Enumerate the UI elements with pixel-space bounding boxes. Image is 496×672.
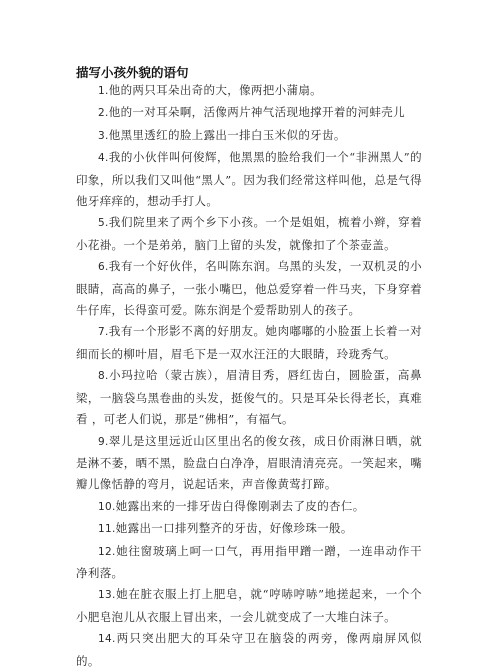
item-text: 他的一对耳朵啊，活像两片神气活现地撑开着的河蚌壳儿 — [108, 105, 405, 120]
item-text: 她在脏衣服上打上肥皂，就“哼哧哼哧”地搓起来，一个个小肥皂泡儿从衣服上冒出来，一会儿就变成了一大堆白沫子。 — [76, 587, 422, 624]
item-text: 她露出一口排列整齐的牙齿，好像珍珠一般。 — [115, 521, 353, 536]
item-text: 我的小伙伴叫何俊辉，他黑黑的脸给我们一个“非洲黑人”的印象，所以我们又叫他“黑人”。因为我们经常这样叫他，总是气得他牙痒痒的，想动手打人。 — [76, 150, 422, 209]
item-number: 14. — [98, 633, 116, 646]
list-item — [76, 147, 422, 212]
document-title: 描写小孩外貌的语句 — [76, 65, 189, 80]
item-number: 1. — [98, 85, 109, 97]
item-text: 她往窗玻璃上呵一口气，再用指甲蹭一蹭，一连串动作干净利落。 — [76, 543, 422, 580]
item-text: 两只突出肥大的耳朵守卫在脑袋的两旁，像两扇屏风似的。 — [76, 631, 422, 668]
item-number: 13. — [98, 589, 116, 602]
list-item — [76, 80, 422, 102]
list-item — [76, 628, 422, 672]
item-number: 3. — [98, 129, 109, 142]
item-text: 翠儿是这里远近山区里出名的俊女孩，成日价雨淋日晒，就是淋不萎，晒不黑，脸盘白白净净，眉眼清清亮亮。一笑起来，嘴瓣儿像恬静的弯月，说起话来，声音像黄莺打蹄。 — [76, 433, 422, 492]
list-item — [76, 125, 422, 147]
item-number: 2. — [98, 107, 109, 120]
list-item — [76, 102, 422, 124]
list-item — [76, 365, 422, 430]
item-number: 4. — [98, 152, 109, 165]
list-item — [76, 212, 422, 256]
list-item — [76, 541, 422, 585]
item-number: 7. — [98, 326, 109, 339]
item-number: 5. — [98, 217, 109, 230]
item-text: 小玛拉哈（蒙古族），眉清目秀，唇红齿白，圆脸蛋，高鼻梁，一脑袋乌黑卷曲的头发，挺俊气的。只是耳朵长得老长，真难看 ，可老人们说，那是“佛相”，有福气。 — [76, 368, 422, 427]
list-item — [76, 431, 422, 496]
item-number: 6. — [98, 261, 109, 274]
item-text: 我有一个好伙伴，名叫陈东润。乌黑的头发，一双机灵的小眼睛，高高的鼻子，一张小嘴巴，他总爱穿着一件马夹，下身穿着牛仔库，长得蛮可爱。陈东润是个爱帮助别人的孩子。 — [76, 259, 422, 318]
item-number: 11. — [98, 523, 116, 536]
item-text: 她露出来的一排牙齿白得像刚剥去了皮的杏仁。 — [115, 498, 365, 513]
list-item — [76, 256, 422, 321]
item-text: 他的两只耳朵出奇的大，像两把小蒲扇。 — [108, 83, 323, 97]
item-text: 他黑里透红的脸上露出一排白玉米似的牙齿。 — [108, 127, 346, 142]
sentence-list — [76, 80, 422, 672]
item-number: 12. — [98, 545, 116, 558]
item-number: 8. — [98, 370, 109, 383]
list-item — [76, 518, 422, 540]
list-item — [76, 496, 422, 518]
item-number: 10. — [98, 500, 116, 513]
item-number: 9. — [98, 435, 109, 448]
item-text: 我们院里来了两个乡下小孩。一个是姐姐，梳着小辫，穿着小花褂。一个是弟弟，脑门上留的头发，就像扣了个茶壶盖。 — [76, 215, 422, 252]
item-text: 我有一个形影不离的好朋友。她肉嘟嘟的小脸蛋上长着一对细而长的柳叶眉，眉毛下是一双水汪汪的大眼睛，玲珑秀气。 — [76, 324, 422, 361]
list-item — [76, 321, 422, 365]
list-item — [76, 584, 422, 628]
